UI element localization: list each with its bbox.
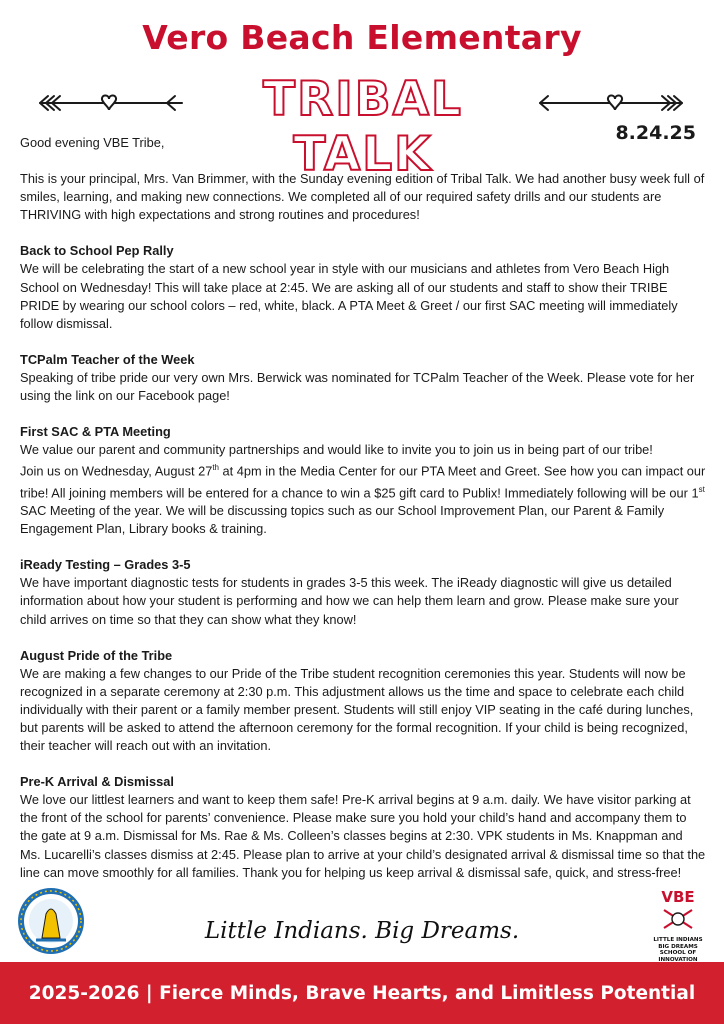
section-line: at 4pm in the Media Center for our PTA Meet and Greet. See how you can impact our tribe! All joining members will be entered for a chance to win a $25 gift card to Publix! Immediately following will be our 1 (20, 463, 706, 500)
vbe-logo-text: VBE (661, 888, 695, 906)
arrows-emblem-icon (658, 906, 698, 932)
section-body: We will be celebrating the start of a new school year in style with our musicians and athletes from Vero Beach High School on Wednesday! This will take place at 2:45. We are asking all of our students and staff to show their TRIBE PRIDE by wearing our school colors – red, white, black. A PTA Meet & Greet / our first SAC meeting will immediately follow dismissal. (20, 261, 678, 331)
greeting: Good evening VBE Tribe, (20, 135, 165, 150)
section-title: August Pride of the Tribe (20, 647, 173, 663)
section-body: We love our littlest learners and want to keep them safe! Pre-K arrival begins at 9 a.m. daily. We have visitor parking at the front of the school for parents’ convenience. Please make sure you hold your child’s hand and accompany them to the gate at 9 a.m. Dismissal for Ms. Rae & Ms. Colleen’s classes begins at 2:30. VPK students in Ms. Knappman and Ms. Lucarelli’s classes dismiss at 2:45. Please plan to arrive at your child’s designated arrival & dismissal time so that the line can move smoothly for all families. Thank you for helping us keep arrival & dismissal safe, quick, and stress-free! (20, 792, 706, 880)
section-pride-of-tribe (20, 647, 706, 756)
newsletter-date: 8.24.25 (615, 122, 696, 144)
logo-line: SCHOOL OF INNOVATION (658, 950, 698, 963)
section-line: SAC Meeting of the year. We will be discussing topics such as our School Improvement Plan, our Parent & Family Engagement Plan, Library books & training. (20, 503, 665, 537)
section-body: We are making a few changes to our Pride of the Tribe student recognition ceremonies this year. Students will now be recognized in a separate ceremony at 2:30 p.m. This adjustment allows us the time and space to celebrate each child individually with their parent or a family member present. Students will still enjoy VIP seating in the café during lunches, but parents will be asked to attend the afternoon ceremony for the formal recognition. If your child is being recognized, their teacher will reach out with an invitation. (20, 665, 694, 754)
heart-arrow-right-icon (536, 92, 686, 114)
heart-arrow-left-icon (36, 92, 186, 114)
section-sac-pta-meeting (20, 423, 706, 538)
vbe-school-logo (640, 888, 716, 963)
section-body: Speaking of tribe pride our very own Mrs. Berwick was nominated for TCPalm Teacher of the Week. Please vote for her using the link on our Facebook page! (20, 369, 695, 404)
section-body: We have important diagnostic tests for students in grades 3-5 this week. The iReady diagnostic will give us detailed information about how your student is performing and how we can help them learn and grow. Please make sure your child arrives on time so that they can show what they know! (20, 575, 679, 627)
section-prek-arrival (20, 773, 706, 882)
section-title: iReady Testing – Grades 3-5 (20, 557, 191, 573)
section-line: We value our parent and community partnerships and would like to invite you to join us in being part of our tribe! (20, 442, 653, 458)
section-line: Join us on Wednesday, August 27 (20, 463, 213, 479)
footer-motto: 2025-2026 | Fierce Minds, Brave Hearts, and Limitless Potential (28, 982, 696, 1004)
section-teacher-of-week (20, 351, 706, 405)
section-pep-rally (20, 242, 706, 332)
section-title: TCPalm Teacher of the Week (20, 351, 195, 367)
section-title: First SAC & PTA Meeting (20, 424, 171, 440)
section-title: Back to School Pep Rally (20, 243, 174, 259)
section-iready-testing (20, 556, 706, 628)
footer-banner (0, 962, 724, 1024)
section-body (20, 441, 706, 538)
section-title: Pre-K Arrival & Dismissal (20, 774, 174, 790)
newsletter-title: TRIBAL TALK (263, 72, 463, 182)
school-name: Vero Beach Elementary (142, 18, 582, 57)
ordinal-suffix: st (698, 484, 705, 494)
slogan: Little Indians. Big Dreams. (204, 918, 520, 944)
logo-line: BIG DREAMS (658, 943, 698, 950)
letter-body (20, 134, 706, 900)
ordinal-suffix: th (212, 463, 219, 473)
intro-paragraph: This is your principal, Mrs. Van Brimmer, with the Sunday evening edition of Tribal Talk. We had another busy week full of smiles, learning, and making new connections. We completed all of our required safety drills and our students are THRIVING with high expectations and strong routines and procedures! (20, 171, 705, 223)
logo-line: LITTLE INDIANS (653, 937, 703, 943)
